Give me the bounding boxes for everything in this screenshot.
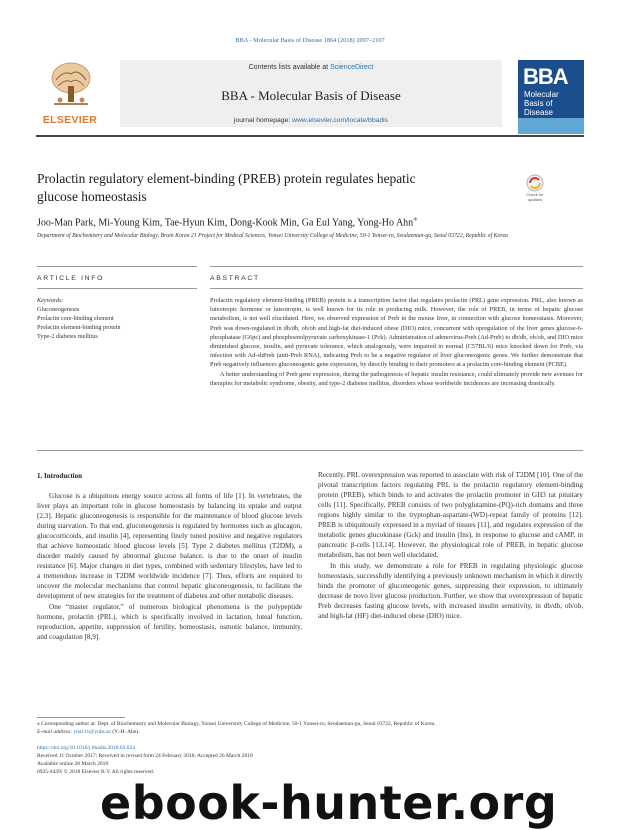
body-paragraph: In this study, we demonstrate a role for PREB in regulating physiologic glucose homeostasis, successfully identifying a previously unknown mechanism in which it directly binds the promoter of gluconeogenic genes, suppressing their expression, to ultimately decrease de novo liver glucose production. Further, we show that overexpression of hepatic Preb decreases fasting glucose levels, with increased insulin sensitivity, in db/db, ob/ob, and high-fat (HF) diet-induced obese (DIO) mice.	[318, 562, 583, 620]
copyright: 0925-4439/ © 2018 Elsevier B.V. All rights reserved.	[37, 769, 155, 775]
doi-link[interactable]: https://doi.org/10.1016/j.bbadis.2018.03.024	[37, 745, 135, 751]
header-divider	[36, 135, 584, 137]
abstract-paragraph: A better understanding of Preb gene expression, during the pathogenesis of hepatic insulin resistance, could ultimately provide new avenues for therapies for metabolic syndrome, obesity, and type-2 diabetes mellitus, disorders whose worldwide incidences are increasing drastically.	[210, 370, 583, 387]
cover-subtitle	[524, 90, 559, 117]
article-title	[37, 170, 487, 206]
body-column-left	[37, 491, 302, 643]
cover-subtitle-line: Basis of	[524, 99, 553, 108]
article-info-heading: ARTICLE INFO	[37, 275, 105, 282]
keywords-block	[37, 296, 197, 341]
cover-subtitle-line: Molecular	[524, 90, 559, 99]
homepage-link[interactable]: www.elsevier.com/locate/bbadis	[292, 117, 389, 124]
check-updates-line: Check for	[526, 192, 544, 197]
footnote-rule	[37, 717, 125, 718]
article-title-line: glucose homeostasis	[37, 189, 147, 204]
contents-line	[120, 64, 502, 71]
cover-subtitle-line: Disease	[524, 108, 553, 117]
email-link[interactable]: yha111@yuhs.ac	[73, 729, 111, 735]
journal-title: BBA - Molecular Basis of Disease	[221, 88, 401, 103]
homepage-line	[120, 117, 502, 124]
abstract-heading: ABSTRACT	[210, 275, 260, 282]
email-line	[37, 728, 583, 736]
email-suffix: (Y.-H. Ahn).	[112, 729, 140, 735]
journal-cover-image	[518, 60, 584, 134]
elsevier-tree-icon	[48, 60, 94, 110]
email-label: E-mail address:	[37, 729, 73, 735]
keyword-item: Prolactin core-binding element	[37, 315, 114, 322]
journal-citation-link[interactable]: BBA - Molecular Basis of Disease 1864 (2018) 2097–2107	[235, 37, 385, 44]
keyword-item: Type-2 diabetes mellitus	[37, 333, 98, 340]
keyword-item: Gluconeogenesis	[37, 306, 80, 313]
contents-prefix: Contents lists available at	[248, 64, 329, 71]
keywords-label: Keywords:	[37, 297, 64, 304]
corresponding-author-mark[interactable]: ⁎	[413, 214, 418, 223]
cover-band	[518, 118, 584, 134]
article-info-top-rule	[37, 266, 197, 267]
check-updates-icon	[520, 174, 550, 194]
journal-info-box	[120, 60, 502, 127]
abstract-top-rule	[210, 266, 583, 267]
affiliation: Department of Biochemistry and Molecular Biology, Brain Korea 21 Project for Medical Sciences, Yonsei University College of Medicine, 50-1 Yonsei-ro, Seodaemun-gu, Seoul 03722, Republic of Korea	[37, 233, 508, 239]
homepage-prefix: journal homepage:	[233, 117, 291, 124]
sciencedirect-link[interactable]: ScienceDirect	[330, 64, 374, 71]
journal-masthead	[36, 58, 584, 134]
body-paragraph: One “master regulator,” of numerous biological phenomena is the polypeptide hormone, prolactin (PRL), which is specifically involved in lactation, luteal function, reproduction, appetite, suppression of fertility, homeostasis, osmotic balance, immunity, and coagulation [8,9].	[37, 603, 302, 641]
received-dates: Received 11 October 2017; Received in revised form 24 February 2018; Accepted 26 March 2018	[37, 753, 253, 759]
article-title-line: Prolactin regulatory element-binding (PREB) protein regulates hepatic	[37, 171, 416, 186]
footnote	[37, 720, 583, 736]
author-list	[37, 213, 585, 228]
publication-info	[37, 744, 337, 776]
keyword-item: Prolactin element-binding protein	[37, 324, 121, 331]
check-updates-label	[520, 193, 550, 202]
check-for-updates-button[interactable]	[520, 174, 550, 202]
cover-title: BBA	[523, 64, 568, 89]
check-updates-line: updates	[527, 196, 543, 202]
abstract-sub-rule	[210, 288, 583, 289]
body-paragraph: Recently, PRL overexpression was reported to associate with risk of T2DM [10]. One of the pivotal transcription factors regulating PRL is the prolactin regulatory element-binding protein (PREB), which binds to and activates the prolactin promoter in GH3 rat pituitary cells [11]. Specifically, PREB consists of two polyglutamine-(PQ)-rich domains and three regions highly similar to the tryptophan-aspartate-(WD)-repeat family of proteins [12]. PREB is ubiquitously expressed in a myriad of tissues [11], and regulates expression of the metabolic genes glucokinase (Gck) and insulin (Ins), in response to glucose and cAMP, in pancreatic β-cells [13,14]. However, the physiological role of PREB, in hepatic glucose metabolism, has not been well elucidated.	[318, 471, 583, 559]
elsevier-wordmark: ELSEVIER	[42, 114, 98, 126]
article-info-sub-rule	[37, 288, 197, 289]
elsevier-logo	[36, 58, 104, 132]
online-date: Available online 28 March 2018	[37, 761, 109, 767]
introduction-heading: 1. Introduction	[37, 472, 82, 480]
body-paragraph: Glucose is a ubiquitous energy source across all forms of life [1]. In vertebrates, the liver plays an important role in glucose homeostasis by balancing its uptake and output [2,3]. Hepatic gluconeogenesis is responsible for the maintenance of blood glucose levels during starvation. To that end, gluconeogenesis is regulated by hormones such as glucagon, glucocorticoids, and insulin [4], representing finely tuned positive and negative regulators that achieve homeostatic blood glucose levels [5]. Type 2 diabetes mellitus (T2DM), a disorder mainly caused by abnormal glucose balance, is due to the onset of insulin resistance [6]. Major changes in diet types, combined with sedentary lifestyles, have led to a tremendous increase in T2DM worldwide incidence [7]. Thus, efforts are required to uncover the molecular mechanisms that control hepatic gluconeogenesis, to facilitate the development of new strategies for the treatment of diabetes and other metabolic diseases.	[37, 492, 302, 600]
abstract-bottom-rule	[37, 450, 583, 451]
body-column-right	[318, 470, 583, 622]
author-names: Joo-Man Park, Mi-Young Kim, Tae-Hyun Kim, Dong-Kook Min, Ga Eul Yang, Yong-Ho Ahn	[37, 217, 414, 229]
abstract-text	[210, 296, 583, 388]
watermark: ebook-hunter.org	[100, 776, 558, 830]
abstract-paragraph: Prolactin regulatory element-binding (PREB) protein is a transcription factor that regulates prolactin (PRL) gene expression. PRL, also known as luteotropic hormone or luteotropin, is well known for its role in producing milk. However, the role of PREB, in terms of hepatic glucose metabolism, is not well elucidated. Here, we observed expression of Preb in the mouse liver, in connection with glucose homeostasis. Moreover, Preb was down-regulated in db/db, ob/ob and high-fat diet-induced obese (DIO) mice, concurrent with upregulation of the liver genes glucose-6-phosphatase (G6pc) and phosphoenolpyruvate carboxykinase-1 (Pck). Administration of adenovirus-Preb (Ad-Preb) to db/db, ob/ob, and DIO mice diminished glucose, insulin, and pyruvate tolerance, which analogously, were impaired in normal (C57BL/6) mice knocked down for Preb, via infection with Ad-shPreb (anti-Preb RNA), indicating Preb to be a negative regulator of liver gluconeogenic genes. We further demonstrate that Preb negatively influences gluconeogenic gene expression, by directly binding to their promoters at a prolactin core-binding element (PCBE).	[210, 297, 583, 369]
corresponding-author-note: ⁎ Corresponding author at: Dept. of Biochemistry and Molecular Biology, Yonsei Universirty College of Medicine, 50-1 Yonsei-ro, Seodaemun-gu, Seoul 03722, Republic of Korea.	[37, 721, 436, 727]
